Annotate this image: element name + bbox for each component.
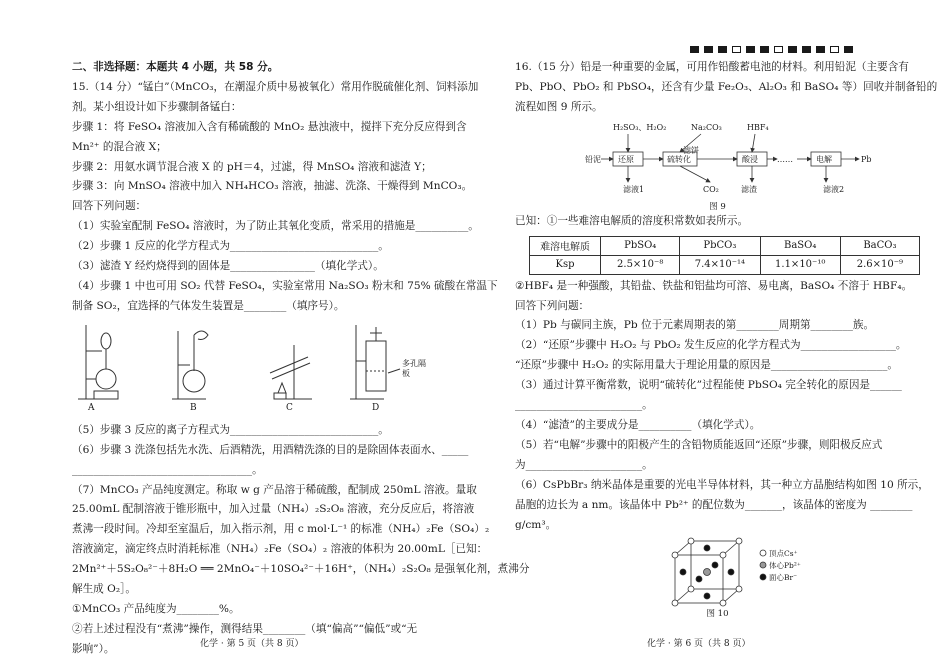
q16-line: 16.（15 分）铅是一种重要的金属，可用作铅酸蓄电池的材料。利用铅泥（主要含有 — [515, 61, 909, 73]
flow-filter: 滤饼 — [683, 145, 699, 155]
q15-line: 制备 SO₂，宜选择的气体发生装置是________（填序号）。 — [72, 299, 345, 312]
q16-line: ________________________。 — [515, 399, 653, 412]
apparatus-c-icon — [270, 345, 312, 399]
q16-line: （5）若“电解”步骤中的阳极产生的含铅物质能返回“还原”步骤，则阳极反应式 — [515, 438, 883, 451]
q15-line: 煮沸一段时间。冷却至室温后，加入指示剂，用 c mol·L⁻¹ 的标准（NH₄）₂Fe（SO₄）₂ — [72, 523, 490, 536]
q16-line: （1）Pb 与碳同主族，Pb 位于元素周期表的第________周期第________族。 — [515, 319, 875, 332]
flow-reagent-1: H₂SO₃、H₂O₂ — [613, 122, 667, 132]
legend-pb: 体心Pb²⁺ — [769, 561, 801, 571]
crystal-figure — [515, 535, 920, 621]
q15-line: ①MnCO₃ 产品纯度为________%。 — [72, 602, 240, 615]
ksp-cell: BaCO₃ — [840, 236, 919, 255]
flow-reagent-3: HBF₄ — [747, 122, 769, 132]
legend-br: 面心Br⁻ — [769, 573, 798, 583]
q15-line: Mn²⁺ 的混合液 X； — [72, 140, 167, 153]
flow-step-2: 硫转化 — [667, 154, 691, 164]
flow-step-1: 还原 — [618, 154, 634, 164]
flow-start: 铅泥 — [585, 154, 601, 164]
ksp-cell: 1.1×10⁻¹⁰ — [760, 255, 840, 274]
q15-line: （1）实验室配制 FeSO₄ 溶液时，为了防止其氧化变质，常采用的措施是__________。 — [72, 220, 479, 233]
q15-line: 2Mn²⁺＋5S₂O₈²⁻＋8H₂O ══ 2MnO₄⁻＋10SO₄²⁻＋16H⁺，（NH₄）₂S₂O₈ 是强氧化剂，煮沸分 — [72, 563, 530, 576]
ksp-cell: 7.4×10⁻¹⁴ — [680, 255, 760, 274]
q16-line: （2）“还原”步骤中 H₂O₂ 与 PbO₂ 发生反应的化学方程式为__________________。 — [515, 339, 907, 352]
q16-line: （4）“滤渣”的主要成分是__________（填化学式）。 — [515, 418, 761, 431]
q16-line: ②HBF₄ 是一种强酸，其铅盐、铁盐和铝盐均可溶、易电离，BaSO₄ 不溶于 HBF₄。 — [515, 279, 913, 292]
q16-line: “还原”步骤中 H₂O₂ 的实际用量大于理论用量的原因是______________________。 — [515, 359, 898, 372]
ksp-cell: 2.6×10⁻⁹ — [840, 255, 919, 274]
apparatus-label-b: B — [190, 402, 197, 413]
flow-output-1: 滤液1 — [623, 184, 645, 194]
flow-output-4: 滤液2 — [823, 184, 845, 194]
q16-line: 回答下列问题： — [515, 299, 590, 312]
q15-line: 步骤 1：将 FeSO₄ 溶液加入含有稀硫酸的 MnO₂ 悬浊液中，搅拌下充分反应得到含 — [72, 120, 467, 133]
flow-output-2: CO₂ — [703, 184, 719, 194]
flow-dots: …… — [777, 154, 793, 164]
q15-line: （4）步骤 1 中也可用 SO₂ 代替 FeSO₄，实验室常用 Na₂SO₃ 粉末和 75% 硫酸在常温下 — [72, 279, 498, 292]
page-footer-left: 化学 · 第 5 页（共 8 页） — [200, 639, 304, 649]
q15-line: 25.00mL 配制溶液于锥形瓶中，加入过量（NH₄）₂S₂O₈ 溶液，充分反应后，将溶液 — [72, 503, 475, 516]
q15-line: （2）步骤 1 反应的化学方程式为____________________________。 — [72, 240, 389, 253]
apparatus-label-c: C — [286, 402, 293, 413]
apparatus-d-icon — [350, 325, 400, 399]
ksp-cell: PbSO₄ — [601, 236, 680, 255]
q15-line: 溶液滴定，滴定终点时消耗标准（NH₄）₂Fe（SO₄）₂ 溶液的体积为 20.00mL［已知： — [72, 543, 488, 556]
legend-cs: 顶点Cs⁺ — [769, 549, 798, 559]
q15-line: （7）MnCO₃ 产品纯度测定。称取 w g 产品溶于稀硫酸，配制成 250mL 溶液。量取 — [72, 483, 477, 496]
q16-line: Pb、PbO、PbO₂ 和 PbSO₄，还含有少量 Fe₂O₃、Al₂O₃ 和 BaSO₄ 等）回收并制备铅的 — [515, 80, 938, 93]
ksp-cell: 2.5×10⁻⁸ — [601, 255, 680, 274]
q15-line: （5）步骤 3 反应的离子方程式为____________________________。 — [72, 423, 389, 436]
q16-line: 流程如图 9 所示。 — [515, 100, 603, 113]
apparatus-label-a: A — [88, 402, 95, 413]
apparatus-b-icon — [172, 331, 208, 399]
q16-line: （3）通过计算平衡常数，说明“硫转化”过程能使 PbSO₄ 完全转化的原因是______ — [515, 379, 902, 392]
q16-line: 为______________________。 — [515, 458, 653, 471]
q15-line: （6）步骤 3 洗涤包括先水洗、后酒精洗，用酒精洗涤的目的是除固体表面水、_____ — [72, 443, 469, 456]
ksp-table — [529, 236, 920, 275]
flow-reagent-2: Na₂CO₃ — [691, 122, 722, 132]
q16-line: g/cm³。 — [515, 518, 557, 531]
q15-line: （3）滤渣 Y 经灼烧得到的固体是________________（填化学式）。 — [72, 260, 384, 273]
flow-diagram-drawing — [515, 120, 915, 200]
apparatus-figure — [72, 321, 457, 421]
flow-diagram — [515, 120, 920, 200]
q15-line: __________________________________。 — [72, 463, 263, 476]
crystal-cell-drawing — [515, 535, 915, 615]
flow-step-4: 电解 — [816, 154, 832, 164]
flow-product: Pb — [861, 154, 872, 164]
apparatus-drawing — [72, 321, 452, 421]
page-6-column — [475, 0, 950, 672]
apparatus-a-icon — [78, 325, 118, 399]
q15-line: 步骤 3：向 MnSO₄ 溶液中加入 NH₄HCO₃ 溶液，抽滤、洗涤、干燥得到 MnCO₃。 — [72, 180, 473, 193]
q16-line: 晶胞的边长为 a nm。该晶体中 Pb²⁺ 的配位数为_______，该晶体的密度为 ________ — [515, 498, 913, 511]
apparatus-note: 多孔隔板 — [402, 358, 426, 378]
q15-line: 影响”）。 — [72, 642, 115, 655]
section-title: 二、非选择题：本题共 4 小题，共 58 分。 — [72, 61, 279, 73]
flow-output-3: 滤渣 — [741, 184, 757, 194]
q15-line: ②若上述过程没有“煮沸”操作，测得结果________（填“偏高”“偏低”或“无 — [72, 622, 418, 635]
q15-line: 剂。某小组设计如下步骤制备锰白： — [72, 100, 242, 113]
figure-9-caption: 图 9 — [709, 201, 726, 212]
apparatus-label-d: D — [372, 402, 380, 413]
q15-line: 步骤 2：用氨水调节混合液 X 的 pH＝4，过滤，得 MnSO₄ 溶液和滤渣 Y； — [72, 160, 432, 173]
ksp-cell: 难溶电解质 — [530, 236, 601, 255]
ksp-cell: BaSO₄ — [760, 236, 840, 255]
flow-step-3: 酸浸 — [742, 154, 758, 164]
q15-line: 回答下列问题： — [72, 200, 147, 213]
ksp-cell: PbCO₃ — [680, 236, 760, 255]
q15-line: 解生成 O₂］。 — [72, 583, 136, 596]
figure-10-caption: 图 10 — [706, 609, 729, 620]
page-footer-right: 化学 · 第 6 页（共 8 页） — [647, 639, 751, 649]
ksp-cell: Ksp — [530, 255, 601, 274]
known-conditions: 已知：①一些难溶电解质的溶度积常数如表所示。 — [515, 214, 749, 227]
q16-line: （6）CsPbBr₃ 纳米晶体是重要的光电半导体材料，其一种立方晶胞结构如图 10 所示， — [515, 478, 929, 491]
q15-line: 15.（14 分）“锰白”（MnCO₃，在潮湿介质中易被氧化）常用作脱硫催化剂、饲料添加 — [72, 80, 479, 93]
